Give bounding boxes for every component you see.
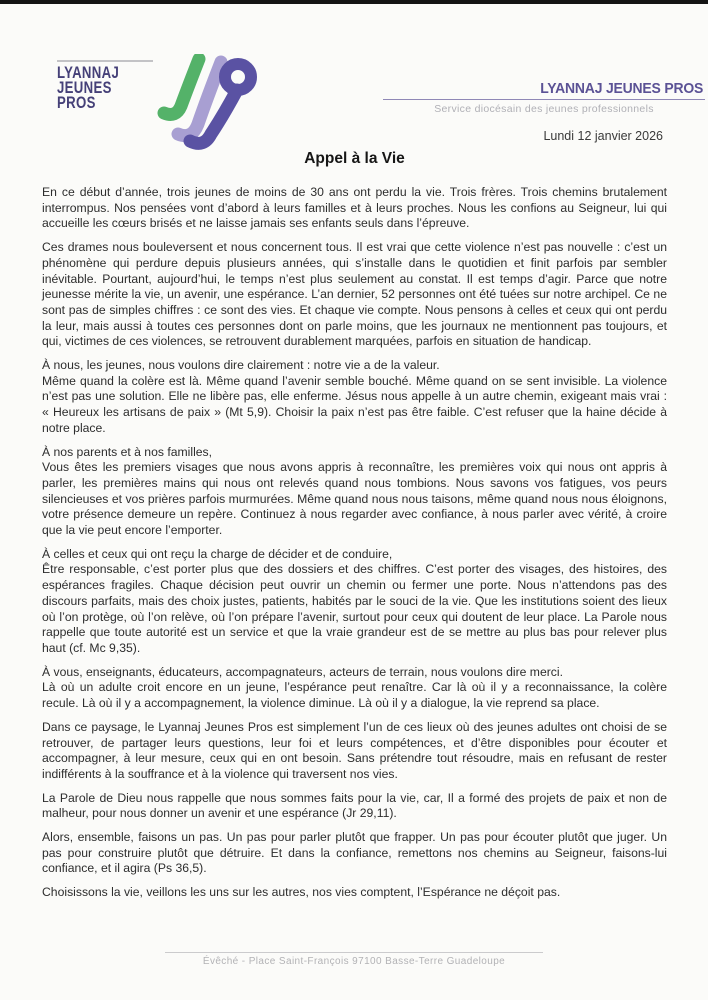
letterhead — [383, 80, 705, 143]
paragraph — [42, 547, 667, 657]
footer-address: Évêché - Place Saint-François 97100 Basse-Terre Guadeloupe — [202, 956, 506, 967]
paragraph-lead: À celles et ceux qui ont reçu la charge de décider et de conduire, — [42, 546, 393, 561]
paragraph-body: Même quand la colère est là. Même quand l’avenir semble bouché. Même quand on se sent invisible. La violence n’est pas une solution. Elle ne libère pas, elle enferme. Jésus nous appelle à un autre chemin, exigeant mais vrai : « Heureux les artisans de paix » (Mt 5,9). Choisir la paix n’est pas être faible. C’est refuser que la haine décide à notre place. — [42, 373, 667, 435]
logo — [57, 60, 267, 156]
paragraph — [42, 885, 667, 901]
paragraph-body: Dans ce paysage, le Lyannaj Jeunes Pros est simplement l’un de ces lieux où des jeunes adultes ont choisi de se retrouver, de partager leurs questions, leur foi et leurs compétences, et d’être disponibles pour écouter et accompagner, à leur mesure, ceux qui en ont besoin. Sans prétendre tout résoudre, mais en refusant de rester indifférents à la souffrance et à la violence qui traversent nos vies. — [42, 719, 667, 781]
page-title: Appel à la Vie — [304, 150, 405, 167]
paragraph-body: Choisissons la vie, veillons les uns sur les autres, nos vies comptent, l’Espérance ne déçoit pas. — [42, 885, 561, 900]
paragraph — [42, 791, 667, 822]
logo-line-2: JEUNES — [57, 79, 112, 97]
paragraph-lead: À vous, enseignants, éducateurs, accompagnateurs, acteurs de terrain, nous voulons dire merci. — [42, 664, 563, 679]
paragraph-body: Là où un adulte croit encore en un jeune, l’espérance peut renaître. Car là où il y a reconnaissance, la colère recule. Là où il y a accompagnement, la violence diminue. Là où il y a dialogue, la vie reprend sa place. — [42, 680, 667, 711]
paragraph — [42, 358, 667, 437]
paragraph-lead: À nos parents et à nos familles, — [42, 444, 213, 459]
footer-rule — [165, 952, 543, 953]
paragraph-body: Ces drames nous bouleversent et nous concernent tous. Il est vrai que cette violence n’est pas nouvelle : c’est un phénomène qui perdure depuis plusieurs années, qui s’installe dans le quotidien et finit parfois par sembler inévitable. Pourtant, aujourd’hui, le temps n’est plus seulement au constat. Il est temps d’agir. Parce que notre jeunesse mérite la vie, un avenir, une espérance. L’an dernier, 52 personnes ont été tuées sur notre archipel. Ce ne sont pas de simples chiffres : ce sont des vies. Et chaque vie compte. Nous pensons à celles et ceux qui ont perdu la leur, mais aussi à toutes ces personnes dont on parle moins, que les journaux ne mentionnent pas toujours, et qui, victimes de ces violences, se retrouvent durablement marquées, parfois en situation de handicap. — [42, 240, 667, 349]
paragraph-body: Alors, ensemble, faisons un pas. Un pas pour parler plutôt que frapper. Un pas pour écouter plutôt que juger. Un pas pour construire plutôt que détruire. Et dans la confiance, remettons nos chemins au Seigneur, faisons-lui confiance, et il agira (Ps 36,5). — [42, 830, 667, 876]
logo-line-3: PROS — [57, 94, 96, 112]
paragraph — [42, 665, 667, 712]
logo-rule — [57, 60, 153, 62]
paragraph-body: La Parole de Dieu nous rappelle que nous sommes faits pour la vie, car, Il a formé des projets de paix et non de malheur, pour nous donner un avenir et une espérance (Jr 29,11). — [42, 790, 667, 821]
page-top-edge — [0, 0, 708, 4]
letterhead-rule — [383, 99, 705, 100]
paragraph-lead: À nous, les jeunes, nous voulons dire clairement : notre vie a de la valeur. — [42, 358, 440, 373]
paragraph-body: Vous êtes les premiers visages que nous avons appris à reconnaître, les premières voix qui nous ont appris à parler, les premières mains qui nous ont relevés quand nous tombions. Nous savons vos fatigues, vos peurs silencieuses et vos prières parfois murmurées. Même quand nous nous taisons, même quand nous nous éloignons, votre présence demeure un repère. Continuez à nous regarder avec confiance, à nous parler avec vérité, à croire que la vie peut encore l’emporter. — [42, 460, 667, 538]
document-body — [42, 150, 667, 909]
logo-line-1: LYANNAJ — [57, 64, 120, 82]
paragraph — [42, 445, 667, 539]
paragraph — [42, 185, 667, 232]
jjp-monogram-icon — [141, 54, 265, 154]
logo-wordmark — [57, 66, 119, 111]
paragraph — [42, 830, 667, 877]
paragraph-body: Être responsable, c’est porter plus que des dossiers et des chiffres. C’est porter des visages, des histoires, des espérances fragiles. Chaque décision peut ouvrir un chemin ou fermer une porte. Nous n’attendons pas des discours parfaits, mais des choix justes, patients, habités par le souci de la vie. Que les institutions soient des lieux où l’on protège, où l’on relève, où l’on prépare l’avenir, surtout pour ceux qui doutent de leur place. La Parole nous rappelle que toute autorité est un service et que la vraie grandeur est de se mettre au plus bas pour relever plus haut (cf. Mc 9,35). — [42, 562, 667, 655]
paragraph-body: En ce début d’année, trois jeunes de moins de 30 ans ont perdu la vie. Trois frères. Trois chemins brutalement interrompus. Nos pensées vont d’abord à leurs familles et à leurs proches. Nous les confions au Seigneur, lui qui accueille les cœurs brisés et ne laisse jamais ses enfants seuls dans l’épreuve. — [42, 185, 667, 231]
letterhead-subtitle: Service diocésain des jeunes professionnels — [434, 103, 654, 115]
letterhead-wordmark: LYANNAJ JEUNES PROS — [540, 80, 704, 97]
document-date: Lundi 12 janvier 2026 — [543, 129, 663, 143]
paragraph — [42, 240, 667, 350]
paragraph — [42, 720, 667, 783]
